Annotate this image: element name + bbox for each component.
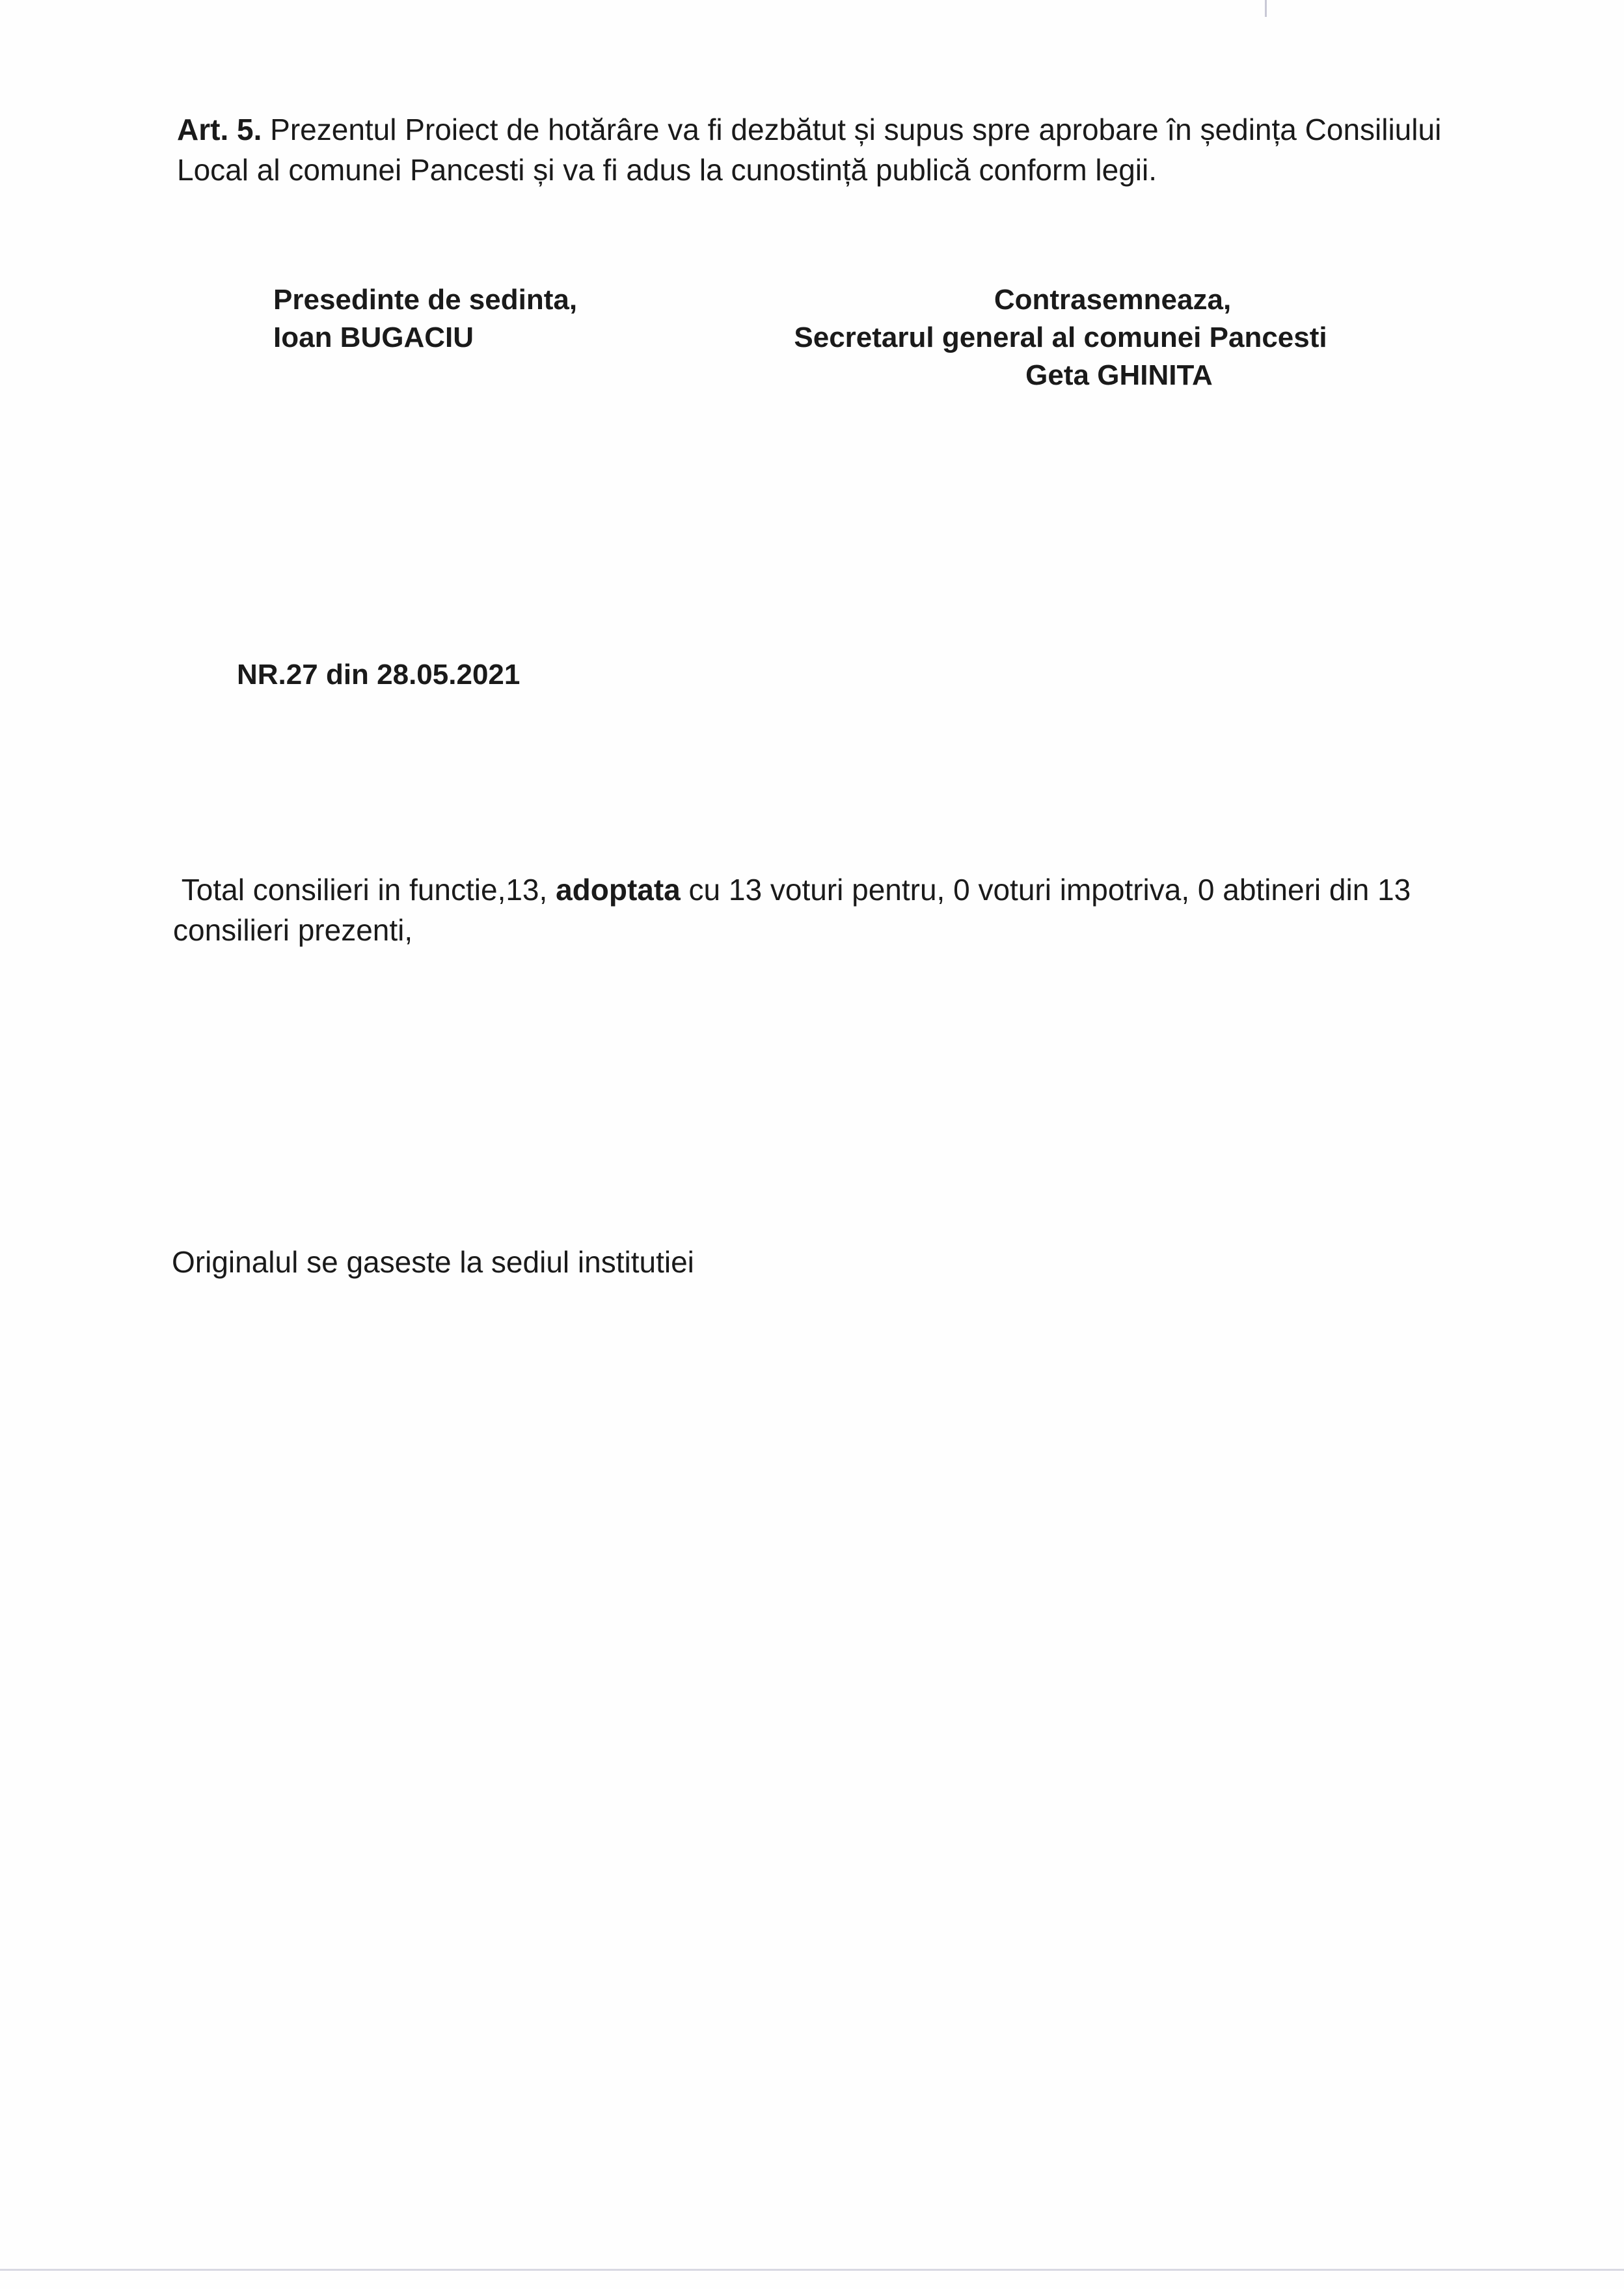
- article-5-paragraph: [177, 109, 1582, 190]
- scan-artifact-line: [0, 2269, 1624, 2271]
- secretary-title: Contrasemneaza,: [994, 284, 1232, 316]
- vote-text-2: cu 13 voturi pentru, 0 voturi impotriva, 0 abtineri din 13: [680, 873, 1411, 907]
- vote-line-1: [173, 870, 1578, 910]
- secretary-role: Secretarul general al comunei Pancesti: [794, 322, 1327, 353]
- vote-line-2: consilieri prezenti,: [173, 913, 413, 947]
- article-label: Art. 5.: [177, 113, 262, 146]
- article-line-1: [177, 109, 1582, 150]
- scan-artifact-mark: [1265, 0, 1267, 17]
- decision-number: NR.27 din 28.05.2021: [237, 659, 521, 691]
- signature-block-secretary: [716, 281, 1405, 394]
- president-title: Presedinte de sedinta,: [273, 284, 578, 316]
- vote-emphasis: adoptata: [556, 873, 681, 907]
- signature-block-president: [273, 281, 577, 357]
- article-text-1: Prezentul Proiect de hotărâre va fi dezbătut și supus spre aprobare în ședința Consiliului: [262, 113, 1442, 146]
- vote-result-paragraph: [173, 870, 1578, 950]
- original-location-note: Originalul se gaseste la sediul institutiei: [172, 1245, 694, 1279]
- vote-text-1: Total consilieri in functie,13,: [181, 873, 556, 907]
- article-text-2: Local al comunei Pancesti și va fi adus la cunostință publică conform legii.: [177, 153, 1157, 187]
- president-name: Ioan BUGACIU: [273, 322, 474, 353]
- secretary-name: Geta GHINITA: [1025, 359, 1213, 391]
